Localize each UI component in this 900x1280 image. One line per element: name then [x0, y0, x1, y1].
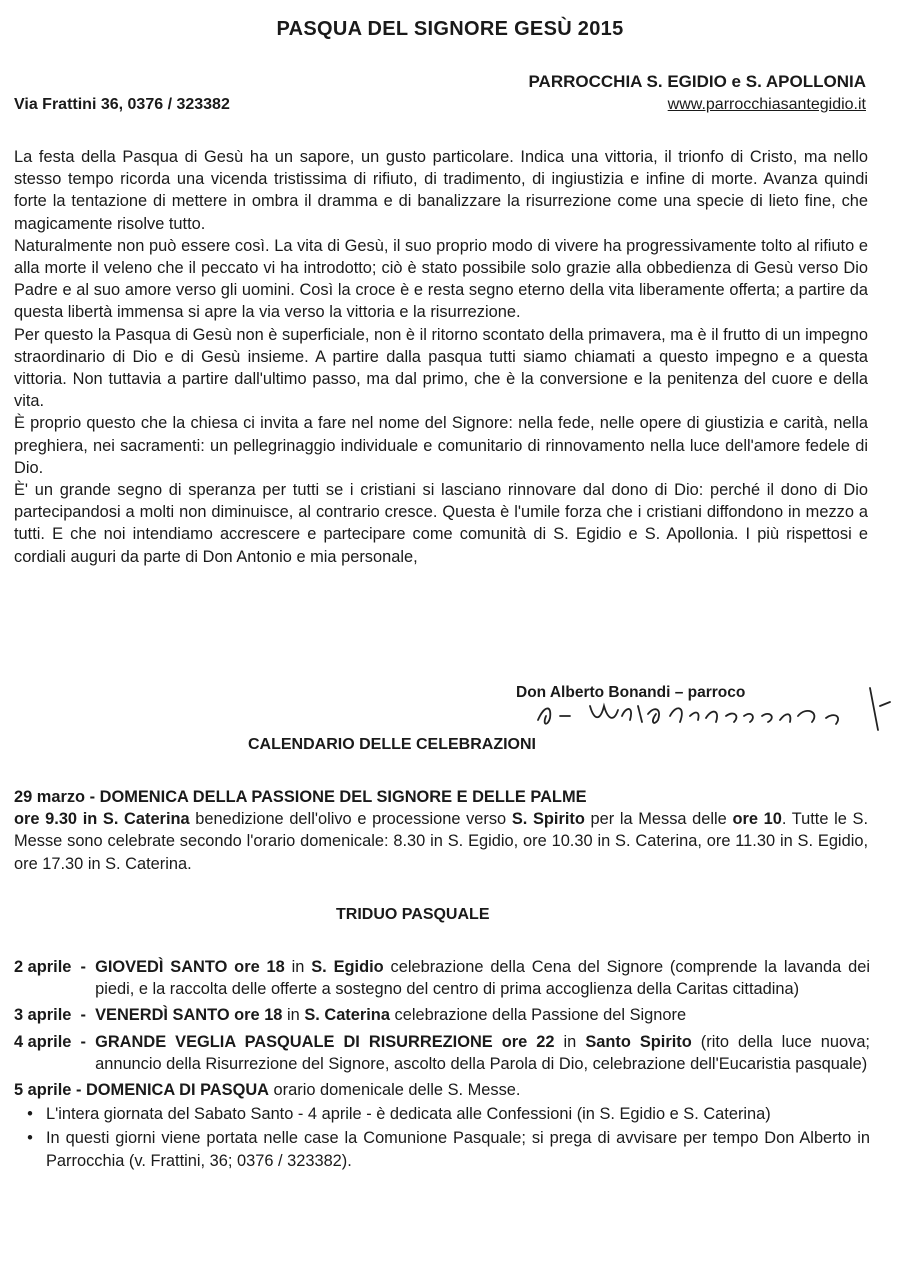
page-title: PASQUA DEL SIGNORE GESÙ 2015: [276, 18, 624, 40]
letter-paragraph: La festa della Pasqua di Gesù ha un sapore, un gusto particolare. Indica una vittoria, il trionfo di Cristo, ma nello stesso tempo ricorda una vicenda tristissima di rifiuto, di tradimento, di ingiustizia e infine di morte. Avanza quindi forte la tentazione di mettere in ombra il dramma e di banalizzare la risurrezione come una specie di lieto fine, che magicamente risolve tutto.: [14, 148, 868, 233]
event-text: celebrazione della Passione del Signore: [389, 1006, 687, 1025]
event-description: [95, 1004, 870, 1026]
easter-sunday-entry: [14, 1079, 870, 1101]
calendar-heading: CALENDARIO DELLE CELEBRAZIONI: [248, 736, 536, 753]
event-place: S. Egidio: [311, 958, 384, 976]
event-date: 3 aprile: [14, 1006, 72, 1025]
event-separator: -: [71, 1006, 96, 1025]
easter-sunday-title: 5 aprile - DOMENICA DI PASQUA: [14, 1081, 269, 1100]
bullet-icon: •: [27, 1105, 33, 1124]
note-item: [14, 1103, 870, 1125]
event-text: in: [554, 1032, 586, 1051]
event-description: [95, 1031, 870, 1075]
palm-mass-time: ore 10: [732, 810, 782, 829]
palm-text: per la Messa delle: [584, 810, 733, 829]
parish-address: Via Frattini 36, 0376 / 323382: [14, 96, 230, 113]
event-title: GRANDE VEGLIA PASQUALE DI RISURREZIONE ore 22: [95, 1032, 555, 1051]
handwritten-signature: [530, 676, 900, 746]
event-date: 2 aprile: [14, 958, 72, 976]
parish-name: PARROCCHIA S. EGIDIO e S. APOLLONIA: [528, 72, 866, 91]
palm-sunday-details: [14, 808, 868, 875]
signature-name: Don Alberto Bonandi – parroco: [516, 684, 746, 701]
easter-letter: [14, 146, 868, 568]
event-text: in: [284, 958, 312, 976]
event-date: 4 aprile: [14, 1032, 72, 1051]
palm-place: S. Spirito: [511, 810, 585, 829]
palm-schedule: . Tutte le S. Messe sono celebrate secondo l'orario domenicale: 8.30 in S. Egidio, ore 10.30 in S. Caterina, ore 11.30 in S. Egidio, ore 17.30 in S. Caterina.: [14, 810, 869, 873]
event-text: celebrazione della Cena del Signore (comprende la lavanda dei piedi, e la raccolta delle offerte a sostegno del centro di prima accoglienza della Caritas cittadina): [95, 958, 870, 999]
event-text: (rito della luce nuova; annuncio della Risurrezione del Signore, ascolto della Parola di Dio, celebrazione dell'Eucaristia pasquale): [95, 1032, 870, 1073]
letter-paragraph: È proprio questo che la chiesa ci invita a fare nel nome del Signore: nella fede, nelle opere di giustizia e carità, nella preghiera, nei sacramenti: un pellegrinaggio individuale e comunitario di rinnovamento nella luce dell'amore fedele di Dio.: [14, 414, 868, 477]
note-item: [14, 1127, 870, 1171]
event-description: [95, 956, 870, 1000]
bullet-icon: •: [27, 1129, 33, 1148]
easter-sunday-text: orario domenicale delle S. Messe.: [269, 1081, 521, 1100]
triduo-heading: TRIDUO PASQUALE: [336, 906, 490, 923]
letter-paragraph: Per questo la Pasqua di Gesù non è superficiale, non è il ritorno scontato della primavera, ma è il frutto di un impegno straordinario di Dio e di Gesù insieme. A partire dalla pasqua tutti siamo chiamati a questo impegno e a questa vittoria. Non tuttavia a partire dall'ultimo passo, ma dal primo, che è la conversione e la penitenza del cuore e della vita.: [14, 325, 868, 411]
parish-website-link[interactable]: www.parrocchiasantegidio.it: [667, 96, 866, 113]
letter-paragraph: È' un grande segno di speranza per tutti se i cristiani si lasciano rinnovare dal dono di Dio: perché il dono di Dio partecipandosi a molti non diminuisce, al contrario cresce. Questa è l'umile forza che i cristiani diffondono in mezzo a tutti. E che noi intendiamo accrescere e partecipare come comunità di S. Egidio e S. Apollonia. I più rispettosi e cordiali auguri da parte di Don Antonio e mia personale,: [14, 481, 868, 566]
event-place: Santo Spirito: [585, 1032, 692, 1051]
event-text: in: [282, 1006, 305, 1025]
palm-time: ore 9.30 in S. Caterina: [14, 810, 190, 829]
palm-sunday-entry: [14, 786, 868, 875]
event-item: [14, 956, 870, 1000]
event-title: VENERDÌ SANTO ore 18: [95, 1006, 283, 1025]
palm-text: benedizione dell'olivo e processione verso: [189, 810, 512, 829]
note-text: L'intera giornata del Sabato Santo - 4 aprile - è dedicata alle Confessioni (in S. Egidio e S. Caterina): [46, 1105, 771, 1124]
event-title: GIOVEDÌ SANTO ore 18: [95, 958, 285, 976]
letter-paragraph: Naturalmente non può essere così. La vita di Gesù, il suo proprio modo di vivere ha progressivamente tolto al rifiuto e alla morte il veleno che il peccato vi ha introdotto; ciò è stato possibile solo grazie alla obbedienza di Gesù verso Dio Padre e al suo amore verso gli uomini. Così la croce è e resta segno eterno della vita liberamente offerta; a partire da questa libertà immensa si apre la via verso la vittoria e la risurrezione.: [14, 236, 868, 322]
event-place: S. Caterina: [304, 1006, 390, 1025]
event-separator: -: [71, 958, 96, 976]
event-item: [14, 1004, 870, 1026]
event-item: [14, 1031, 870, 1075]
palm-sunday-title: 29 marzo - DOMENICA DELLA PASSIONE DEL SIGNORE E DELLE PALME: [14, 788, 587, 806]
note-text: In questi giorni viene portata nelle case la Comunione Pasquale; si prega di avvisare per tempo Don Alberto in Parrocchia (v. Frattini, 36; 0376 / 323382).: [46, 1129, 870, 1170]
event-separator: -: [71, 1032, 96, 1051]
triduo-events: [14, 956, 870, 1172]
